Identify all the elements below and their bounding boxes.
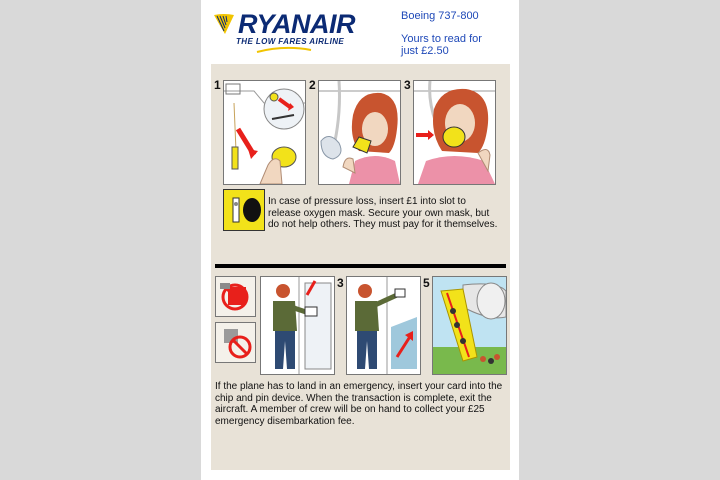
evacuation-caption-line2: chip and pin device. When the transaction is complete, exit the — [215, 392, 492, 404]
step-number: 2 — [309, 78, 316, 92]
price-note-line2: just £2.50 — [401, 45, 449, 57]
price-note-line1: Yours to read for — [401, 33, 482, 45]
step-number: 5 — [423, 276, 430, 290]
step-insert-card-illustration — [260, 276, 335, 375]
step-5-slide-illustration — [432, 276, 507, 375]
section-divider — [215, 264, 506, 268]
step-number: 3 — [404, 78, 411, 92]
brand-name: RYANAIR — [238, 9, 356, 39]
evacuation-caption-line1: If the plane has to land in an emergency, insert your card into the — [215, 381, 503, 392]
step-3-exit-illustration — [346, 276, 421, 375]
evacuation-caption-line3: aircraft. A member of crew will be on hand to collect your £25 — [215, 404, 485, 415]
oxygen-caption-line3: do not help others. They must pay for it themselves. — [268, 219, 498, 230]
swoosh-icon — [256, 46, 312, 54]
step-number: 1 — [214, 78, 221, 92]
step-3-illustration — [413, 80, 496, 185]
no-entry-sign-icon — [215, 322, 256, 363]
coin-slot-icon — [223, 189, 265, 231]
harp-logo-icon — [212, 12, 236, 36]
evacuation-caption-line4: emergency disembarkation fee. — [215, 415, 355, 427]
brand-tagline: THE LOW FARES AIRLINE — [236, 37, 345, 46]
oxygen-caption-line1: In case of pressure loss, insert £1 into slot to — [268, 196, 466, 207]
step-1-illustration — [223, 80, 306, 185]
no-smoking-sign-icon — [215, 276, 256, 317]
aircraft-model: Boeing 737-800 — [401, 10, 479, 22]
step-2-illustration — [318, 80, 401, 185]
oxygen-caption-line2: release oxygen mask. Secure your own mask, but — [268, 207, 490, 219]
step-number: 3 — [337, 276, 344, 290]
